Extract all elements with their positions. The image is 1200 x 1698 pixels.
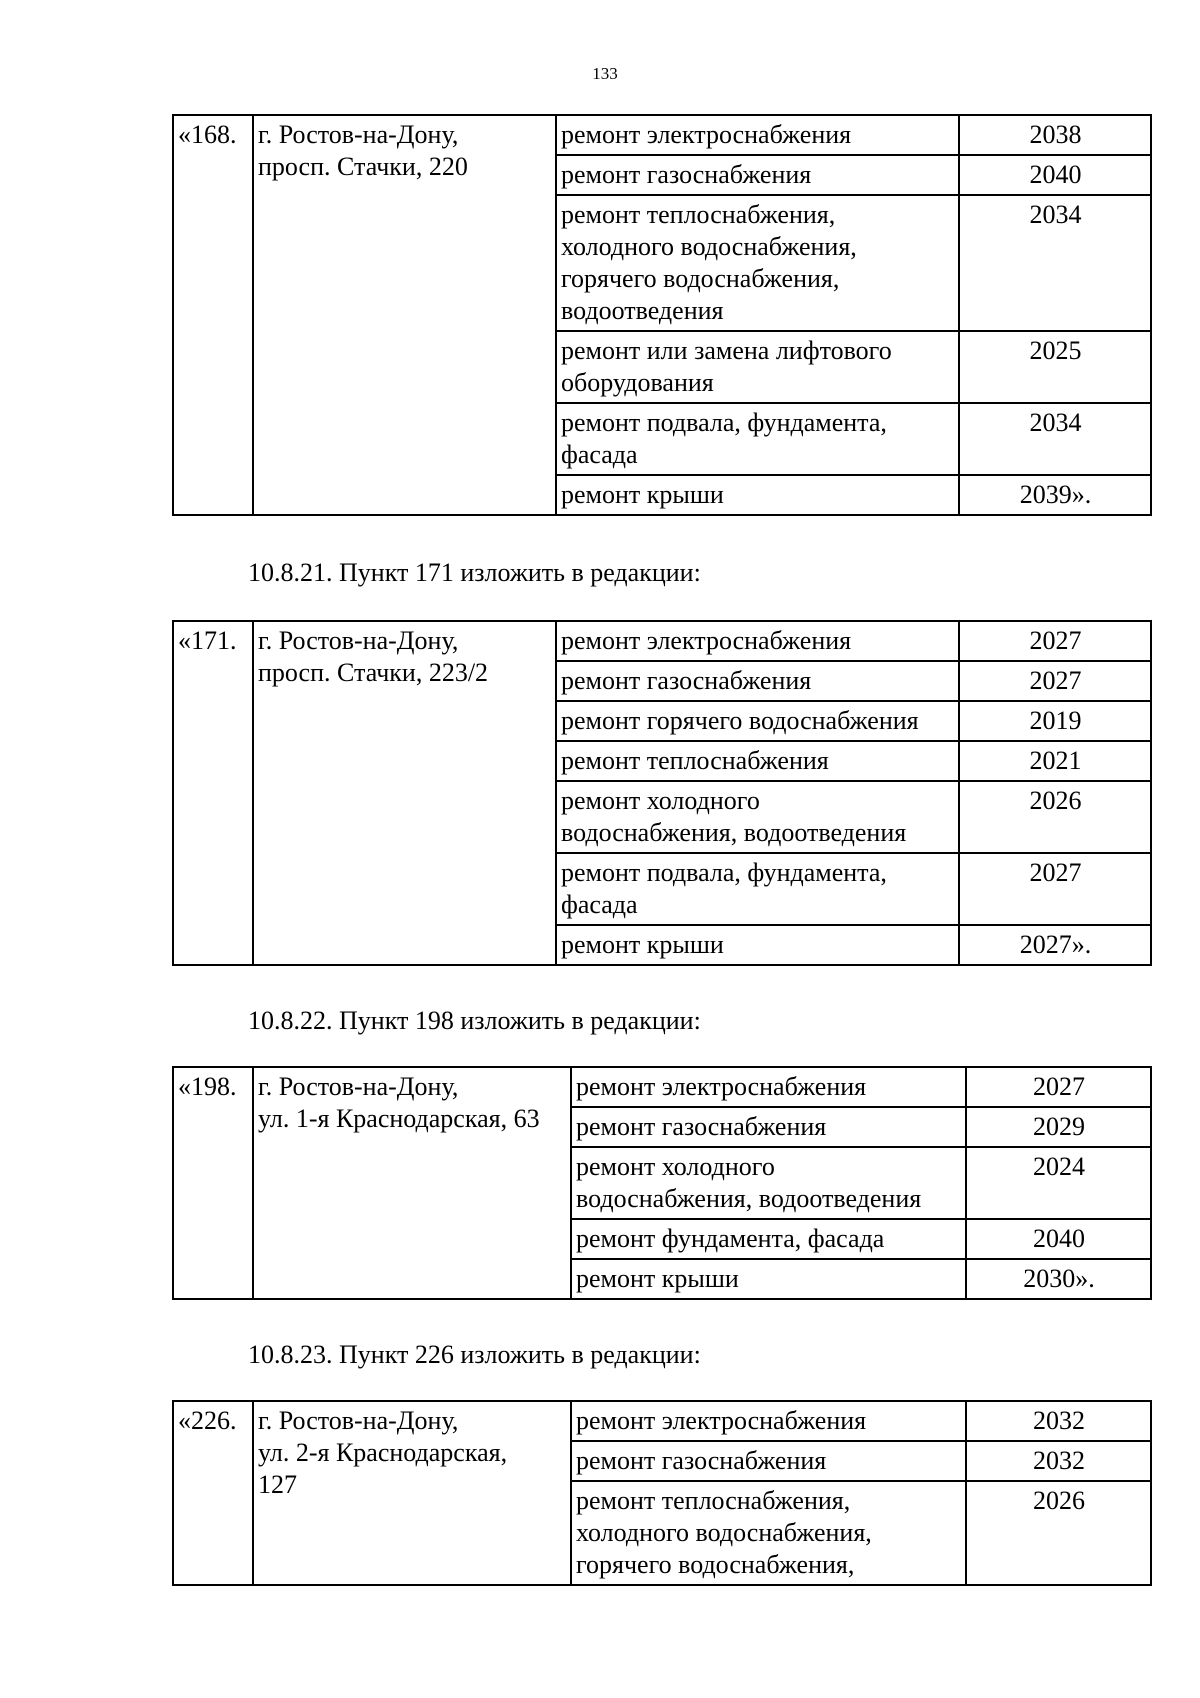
year-cell: 2019 — [959, 701, 1151, 741]
item-number: «198. — [173, 1067, 253, 1299]
year-cell: 2040 — [966, 1219, 1151, 1259]
amendment-table-226 — [172, 1400, 1152, 1586]
year-cell: 2027». — [959, 925, 1151, 965]
work-type-cell: ремонт крыши — [556, 925, 959, 965]
work-type-cell: ремонт фундамента, фасада — [571, 1219, 966, 1259]
amendment-table-168 — [172, 114, 1152, 516]
work-type-cell: ремонт холодного водоснабжения, водоотведения — [571, 1147, 966, 1219]
work-type-cell: ремонт горячего водоснабжения — [556, 701, 959, 741]
work-type-cell: ремонт газоснабжения — [571, 1107, 966, 1147]
work-type-cell: ремонт электроснабжения — [556, 621, 959, 661]
paragraph-10-8-21: 10.8.21. Пункт 171 изложить в редакции: — [248, 558, 701, 587]
amendment-table-198 — [172, 1066, 1152, 1300]
table-row — [173, 1067, 1151, 1107]
year-cell: 2021 — [959, 741, 1151, 781]
amendment-table-171 — [172, 620, 1152, 966]
work-type-cell: ремонт газоснабжения — [571, 1441, 966, 1481]
work-type-cell: ремонт холодного водоснабжения, водоотведения — [556, 781, 959, 853]
year-cell: 2039». — [959, 475, 1151, 515]
item-number: «168. — [173, 115, 253, 515]
page-number: 133 — [592, 64, 618, 83]
work-type-cell: ремонт теплоснабжения, холодного водоснабжения, горячего водоснабжения, — [571, 1481, 966, 1585]
work-type-cell: ремонт газоснабжения — [556, 661, 959, 701]
work-type-cell: ремонт теплоснабжения, холодного водоснабжения, горячего водоснабжения, водоотведения — [556, 195, 959, 331]
paragraph-10-8-22: 10.8.22. Пункт 198 изложить в редакции: — [248, 1006, 701, 1035]
work-type-cell: ремонт крыши — [571, 1259, 966, 1299]
work-type-cell: ремонт подвала, фундамента, фасада — [556, 853, 959, 925]
year-cell: 2026 — [966, 1481, 1151, 1585]
work-type-cell: ремонт подвала, фундамента, фасада — [556, 403, 959, 475]
year-cell: 2038 — [959, 115, 1151, 155]
year-cell: 2027 — [959, 661, 1151, 701]
table-row — [173, 115, 1151, 155]
year-cell: 2026 — [959, 781, 1151, 853]
year-cell: 2027 — [959, 621, 1151, 661]
address-cell: г. Ростов-на-Дону, просп. Стачки, 220 — [253, 115, 556, 515]
year-cell: 2024 — [966, 1147, 1151, 1219]
item-number: «171. — [173, 621, 253, 965]
address-cell: г. Ростов-на-Дону, ул. 2-я Краснодарская, 127 — [253, 1401, 571, 1585]
year-cell: 2027 — [959, 853, 1151, 925]
year-cell: 2029 — [966, 1107, 1151, 1147]
item-number: «226. — [173, 1401, 253, 1585]
address-cell: г. Ростов-на-Дону, ул. 1-я Краснодарская, 63 — [253, 1067, 571, 1299]
paragraph-10-8-23: 10.8.23. Пункт 226 изложить в редакции: — [248, 1340, 701, 1369]
work-type-cell: ремонт электроснабжения — [556, 115, 959, 155]
table-row — [173, 1401, 1151, 1441]
table-row — [173, 621, 1151, 661]
work-type-cell: ремонт газоснабжения — [556, 155, 959, 195]
year-cell: 2032 — [966, 1441, 1151, 1481]
year-cell: 2034 — [959, 403, 1151, 475]
year-cell: 2027 — [966, 1067, 1151, 1107]
address-cell: г. Ростов-на-Дону, просп. Стачки, 223/2 — [253, 621, 556, 965]
work-type-cell: ремонт электроснабжения — [571, 1401, 966, 1441]
work-type-cell: ремонт крыши — [556, 475, 959, 515]
work-type-cell: ремонт теплоснабжения — [556, 741, 959, 781]
year-cell: 2030». — [966, 1259, 1151, 1299]
work-type-cell: ремонт или замена лифтового оборудования — [556, 331, 959, 403]
work-type-cell: ремонт электроснабжения — [571, 1067, 966, 1107]
year-cell: 2040 — [959, 155, 1151, 195]
year-cell: 2032 — [966, 1401, 1151, 1441]
year-cell: 2025 — [959, 331, 1151, 403]
year-cell: 2034 — [959, 195, 1151, 331]
